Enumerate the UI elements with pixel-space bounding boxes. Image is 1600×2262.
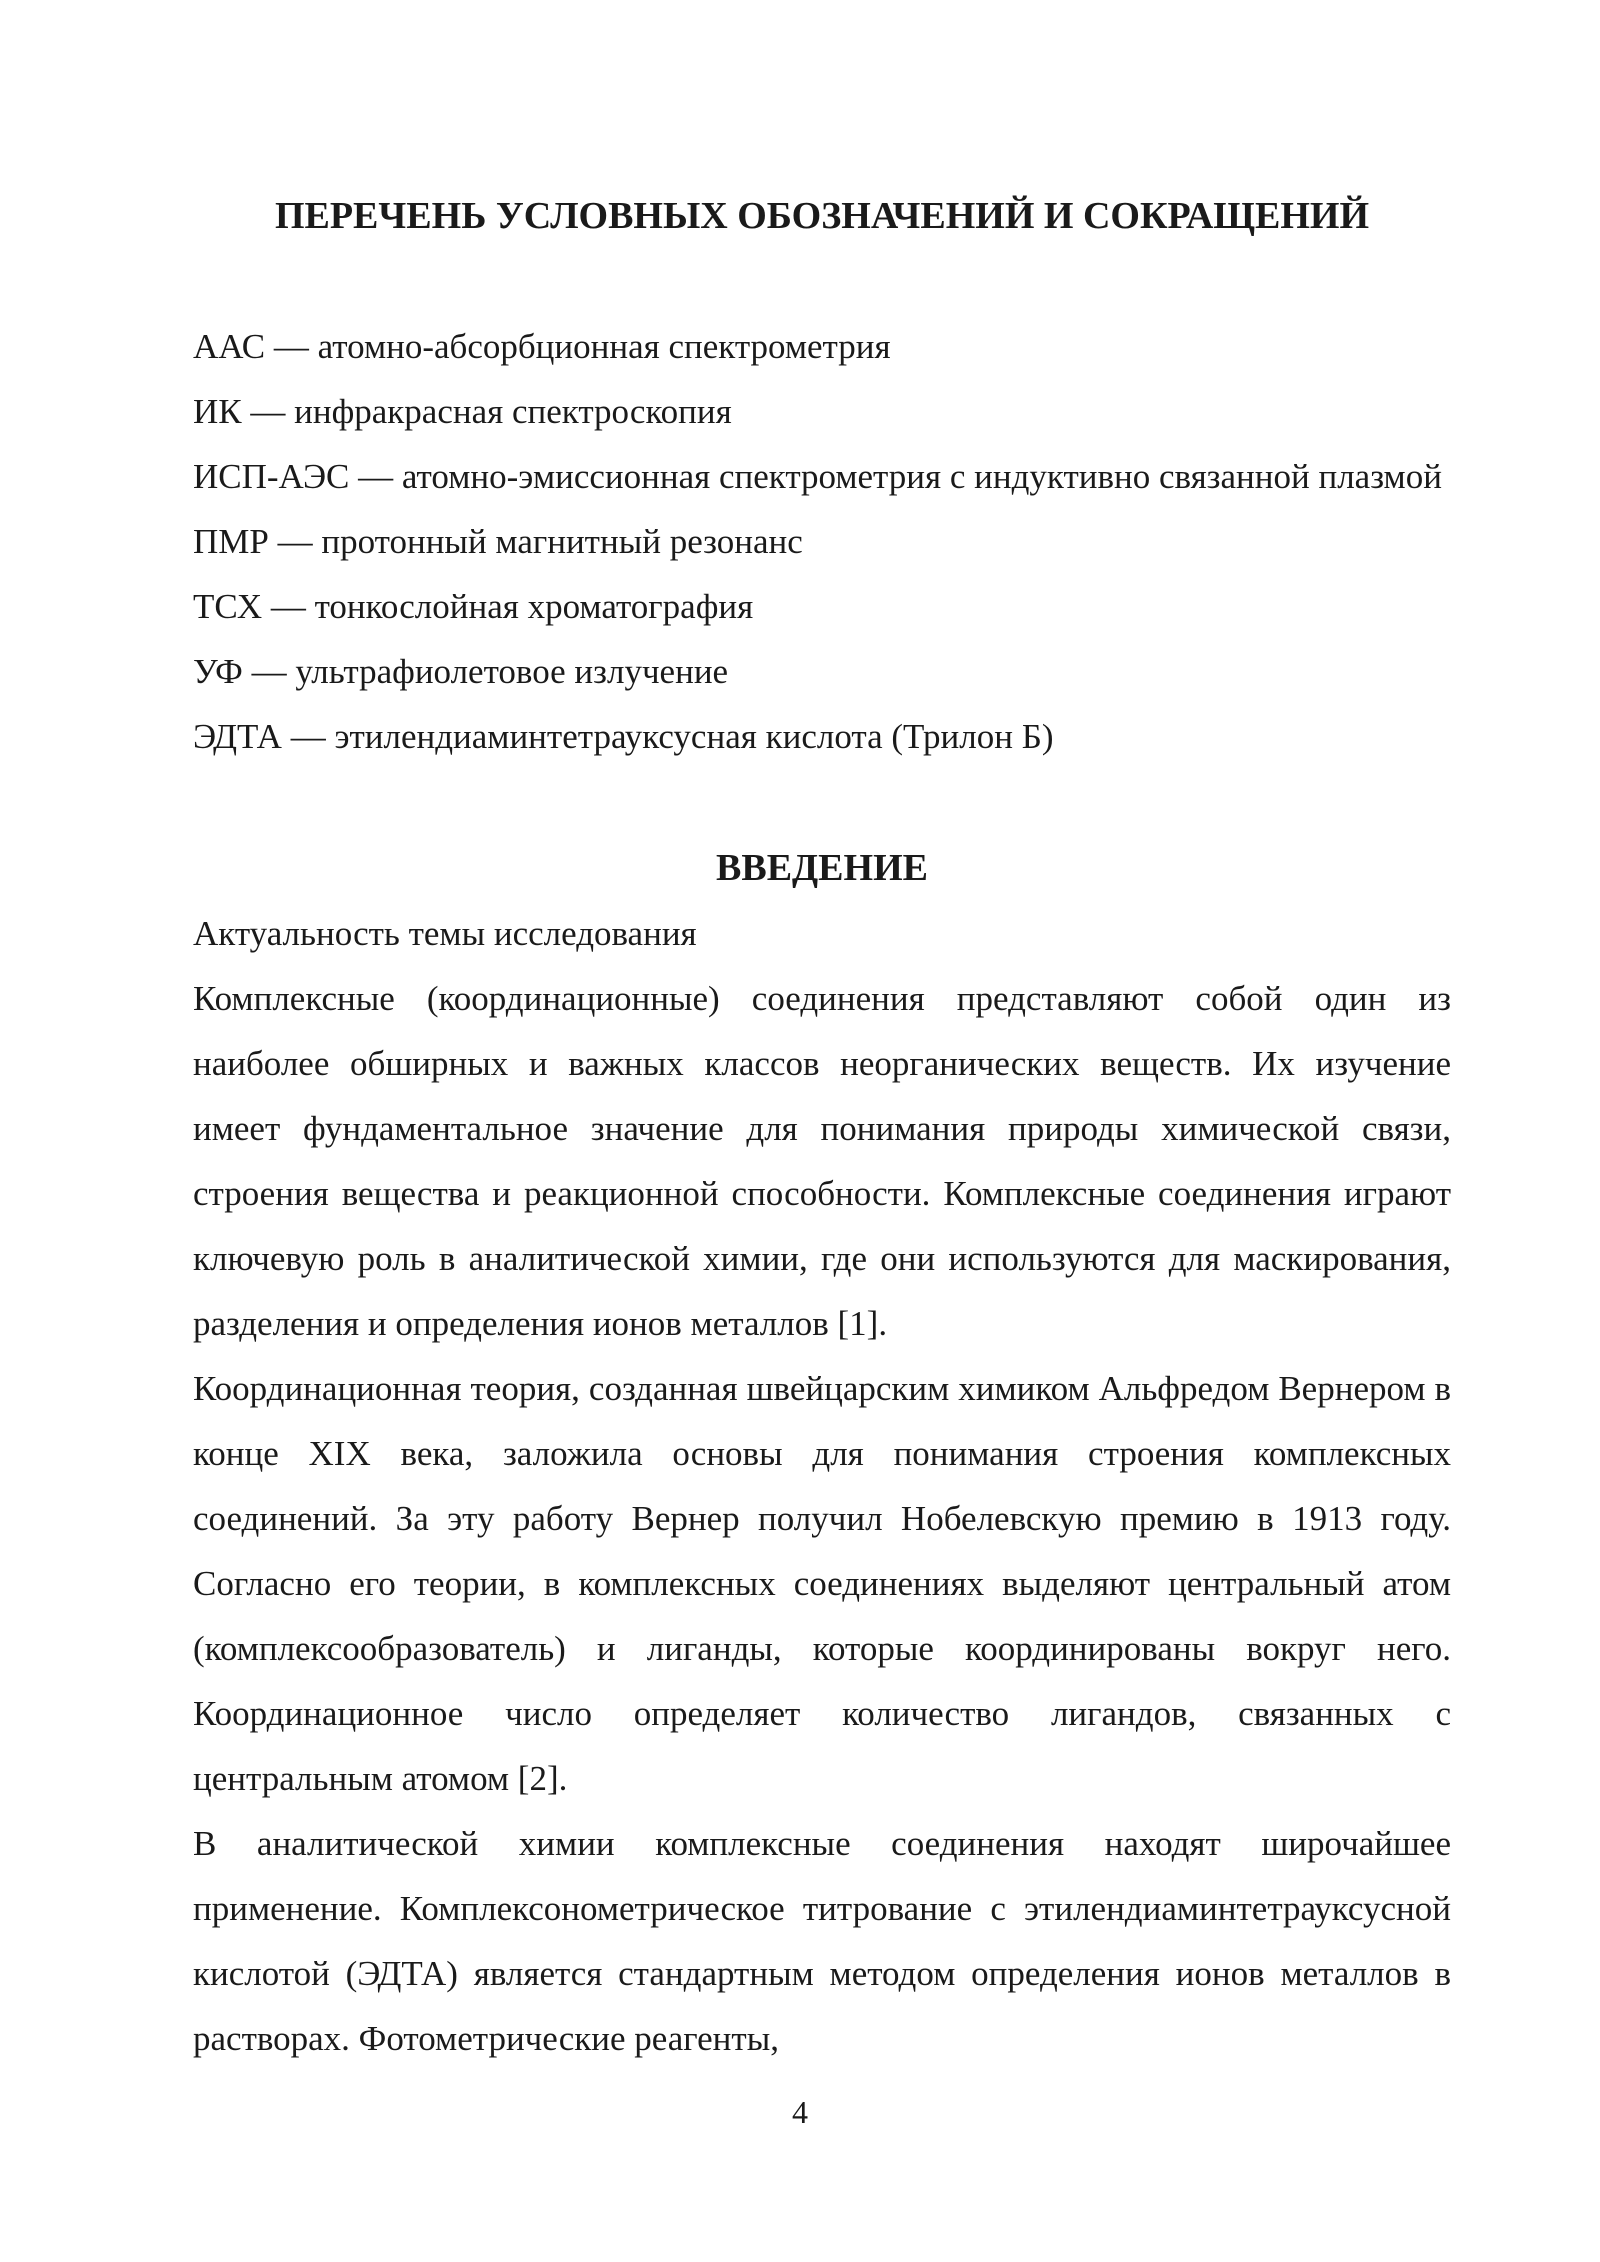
- abbreviation-item: УФ — ультрафиолетовое излучение: [193, 652, 729, 691]
- abbreviation-item: ПМР — протонный магнитный резонанс: [193, 522, 803, 561]
- introduction-body: [193, 901, 1451, 2071]
- paragraph: В аналитической химии комплексные соединения находят широчайшее применение. Комплексонометрическое титрование с этилендиаминтетрауксусной кислотой (ЭДТА) является стандартным методом определения ионов металлов в растворах. Фотометрические реагенты,: [193, 1824, 1451, 2058]
- abbreviation-item: ИСП-АЭС — атомно-эмиссионная спектрометрия с индуктивно связанной плазмой: [193, 457, 1442, 496]
- abbreviations-list: [193, 314, 1451, 769]
- abbreviation-item: ИК — инфракрасная спектроскопия: [193, 392, 732, 431]
- paragraph: Комплексные (координационные) соединения представляют собой один из наиболее обширных и важных классов неорганических веществ. Их изучение имеет фундаментальное значение для понимания природы химической связи, строения вещества и реакционной способности. Комплексные соединения играют ключевую роль в аналитической химии, где они используются для маскирования, разделения и определения ионов металлов [1].: [193, 979, 1451, 1343]
- abbreviations-title: ПЕРЕЧЕНЬ УСЛОВНЫХ ОБОЗНАЧЕНИЙ И СОКРАЩЕНИЙ: [274, 195, 1370, 237]
- introduction-subheading: Актуальность темы исследования: [193, 914, 697, 953]
- abbreviation-item: ААС — атомно-абсорбционная спектрометрия: [193, 327, 891, 366]
- abbreviation-item: ТСХ — тонкослойная хроматография: [193, 587, 754, 626]
- abbreviation-item: ЭДТА — этилендиаминтетрауксусная кислота (Трилон Б): [193, 717, 1054, 756]
- page-number: 4: [792, 2094, 808, 2130]
- introduction-title: ВВЕДЕНИЕ: [716, 847, 928, 889]
- paragraph: Координационная теория, созданная швейцарским химиком Альфредом Вернером в конце XIX века, заложила основы для понимания строения комплексных соединений. За эту работу Вернер получил Нобелевскую премию в 1913 году. Согласно его теории, в комплексных соединениях выделяют центральный атом (комплексообразователь) и лиганды, которые координированы вокруг него. Координационное число определяет количество лигандов, связанных с центральным атомом [2].: [193, 1369, 1451, 1798]
